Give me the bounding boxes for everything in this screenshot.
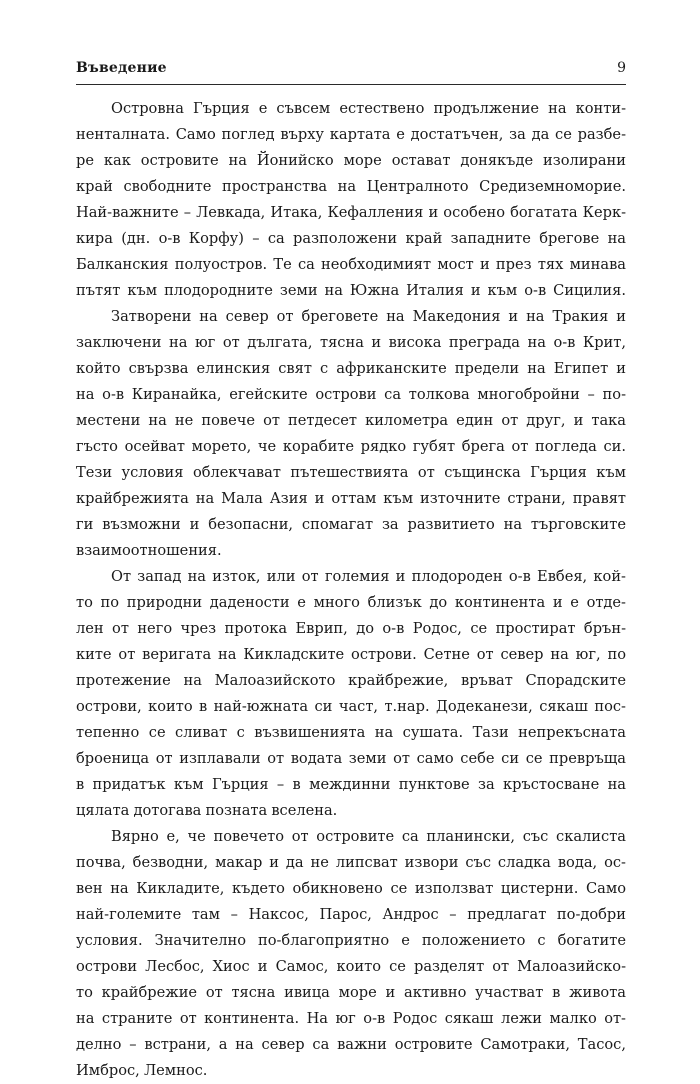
paragraph <box>76 304 626 564</box>
text-line: в придатък към Гърция – в междинни пунктове за кръстосване на <box>76 776 626 793</box>
text-line: лен от него чрез протока Еврип, до о-в Родос, се простират брън- <box>76 620 626 637</box>
text-line: делно – встрани, а на север са важни островите Самотраки, Тасос, <box>76 1036 626 1053</box>
text-line: тепенно се сливат с възвишенията на сушата. Тази непрекъсната <box>76 724 626 741</box>
text-line: ките от веригата на Кикладските острови. Сетне от север на юг, по <box>76 646 626 663</box>
paragraph <box>76 564 626 824</box>
text-line: Имброс, Лемнос. <box>76 1062 208 1079</box>
text-line: острови Лесбос, Хиос и Самос, които се разделят от Малоазийско- <box>76 958 626 975</box>
text-line: кира (дн. о-в Корфу) – са разположени край западните брегове на <box>76 230 626 247</box>
text-line: то по природни дадености е много близък до континента и е отде- <box>76 594 626 611</box>
text-line: Балканския полуостров. Те са необходимият мост и през тях минава <box>76 256 626 273</box>
text-line: Тези условия облекчават пътешествията от същинска Гърция към <box>76 464 626 481</box>
text-line: условия. Значително по-благоприятно е положението с богатите <box>76 932 626 949</box>
text-line: Най-важните – Левкада, Итака, Кефалления и особено богатата Керк- <box>76 204 626 221</box>
text-line: на страните от континента. На юг о-в Родос сякаш лежи малко от- <box>76 1010 626 1027</box>
text-line: Вярно е, че повечето от островите са планински, със скалиста <box>111 828 626 845</box>
paragraph <box>76 824 626 1084</box>
text-line: гъсто осейват морето, че корабите рядко губят брега от погледа си. <box>76 438 626 455</box>
text-line: острови, които в най-южната си част, т.нар. Додеканези, сякаш пос- <box>76 698 626 715</box>
text-line: протежение на Малоазийското крайбрежие, връват Спорадските <box>76 672 626 689</box>
text-line: на о-в Киранайка, егейските острови са толкова многобройни – по- <box>76 386 626 403</box>
text-line: взаимоотношения. <box>76 542 222 559</box>
text-line: Островна Гърция е съвсем естествено продължение на конти- <box>111 100 626 117</box>
running-header <box>76 60 626 82</box>
text-line: ненталната. Само поглед върху картата е достатъчен, за да се разбе- <box>76 126 626 143</box>
section-title: Въведение <box>76 60 167 76</box>
page-number: 9 <box>617 60 626 76</box>
text-line: крайбрежията на Мала Азия и оттам към източните страни, правят <box>76 490 626 507</box>
text-line: От запад на изток, или от големия и плодороден о-в Евбея, кой- <box>111 568 626 585</box>
text-line: броеница от изплавали от водата земи от само себе си се превръща <box>76 750 626 767</box>
body-text <box>76 96 626 1084</box>
text-line: цялата дотогава позната вселена. <box>76 802 338 819</box>
paragraph <box>76 96 626 304</box>
text-line: почва, безводни, макар и да не липсват извори със сладка вода, ос- <box>76 854 626 871</box>
header-rule <box>76 84 626 85</box>
text-line: Затворени на север от бреговете на Македония и на Тракия и <box>111 308 626 325</box>
text-line: местени на не повече от петдесет километра един от друг, и така <box>76 412 626 429</box>
text-line: който свързва елинския свят с африканските предели на Египет и <box>76 360 626 377</box>
text-line: ги възможни и безопасни, спомагат за развитието на търговските <box>76 516 626 533</box>
text-line: край свободните пространства на Централното Средиземноморие. <box>76 178 626 195</box>
text-line: вен на Кикладите, където обикновено се използват цистерни. Само <box>76 880 626 897</box>
text-line: то крайбрежие от тясна ивица море и активно участват в живота <box>76 984 626 1001</box>
text-line: ре как островите на Йонийско море остават донякъде изолирани <box>76 152 626 169</box>
text-line: най-големите там – Наксос, Парос, Андрос – предлагат по-добри <box>76 906 626 923</box>
text-line: заключени на юг от дългата, тясна и висока преграда на о-в Крит, <box>76 334 626 351</box>
text-line: пътят към плодородните земи на Южна Италия и към о-в Сицилия. <box>76 282 626 299</box>
